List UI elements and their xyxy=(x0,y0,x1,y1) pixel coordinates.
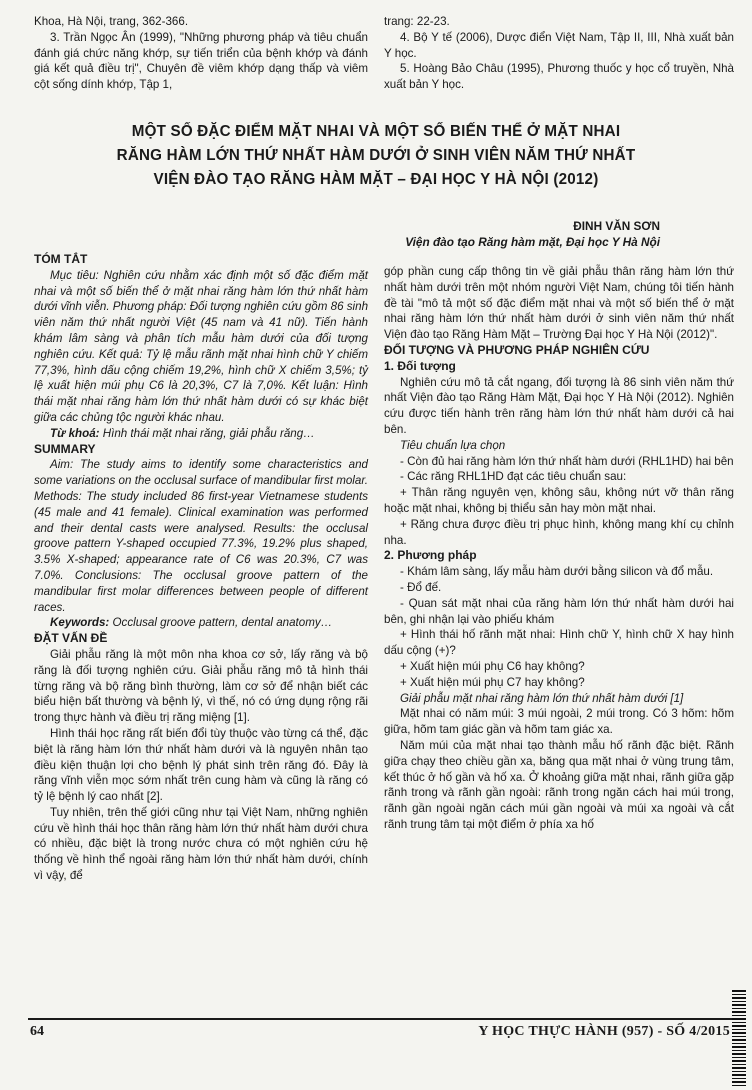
method-item: + Xuất hiện múi phụ C6 hay không? xyxy=(400,659,585,673)
anatomy-paragraph-2: Năm múi của mặt nhai tạo thành mẫu hố rãnh đặc biệt. Rãnh giữa chạy theo chiều gần xa, băng qua mặt nhai ở vùng trung tâm, kết thúc ở hố gần và hố xa. Ở khoảng giữa mặt nhai, rãnh giữa gặp rãnh trong và rãnh gần ngoài: rãnh trong ngăn cách hai múi trong, rãnh gần ngoài ngăn cách múi gần ngoài và múi xa ngoài và cắt rãnh trung tâm tại một điểm ở phía xa hố xyxy=(384,738,734,831)
left-column xyxy=(34,252,368,884)
summary-body: Aim: The study aims to identify some characteristics and some variations on the occlusal surface of mandibular first molar. Methods: The study included 86 first-year Vietnamese students (45 male and 41 female). Clinical examination was performed and their dental casts were analysed. Results: the occlusal groove pattern Y-shaped occupied 77.3%, 19.2% plus shaped, 3.5% X-shaped; appearance rate of C6 was 20.3%, C7 was 7.0%. Conclusions: The occlusal groove pattern of the mandibular first molar differences between people of different races. xyxy=(34,458,368,614)
anatomy-heading: Giải phẫu mặt nhai răng hàm lớn thứ nhất hàm dưới [1] xyxy=(400,691,684,705)
criteria-item: + Thân răng nguyên vẹn, không sâu, không nứt vỡ thân răng hoặc mặt nhai, không bị thiểu sản hay mòn mặt nhai. xyxy=(384,486,734,515)
title-line-3: VIỆN ĐÀO TẠO RĂNG HÀM MẶT – ĐẠI HỌC Y HÀ NỘI (2012) xyxy=(153,171,599,188)
vn-keywords xyxy=(34,426,368,442)
criteria-item: + Răng chưa được điều trị phục hình, không mang khí cụ chỉnh nha. xyxy=(384,517,734,547)
method-item: + Xuất hiện múi phụ C7 hay không? xyxy=(400,675,585,689)
right-column xyxy=(384,264,734,833)
title-line-2: RĂNG HÀM LỚN THỨ NHẤT HÀM DƯỚI Ở SINH VIÊN NĂM THỨ NHẤT xyxy=(116,147,636,164)
author-block xyxy=(360,218,660,250)
criteria-item: - Các răng RHL1HD đạt các tiêu chuẩn sau: xyxy=(400,470,627,484)
reference-line: trang: 22-23. xyxy=(384,15,450,28)
reference-5: 5. Hoàng Bảo Châu (1995), Phương thuốc y học cổ truyền, Nhà xuất bản Y học. xyxy=(384,62,734,92)
anatomy-paragraph-1: Mặt nhai có năm múi: 3 múi ngoài, 2 múi trong. Có 3 hõm: hõm giữa, hõm tam giác gần và hõm tam giác xa. xyxy=(384,707,734,737)
journal-footer: Y HỌC THỰC HÀNH (957) - SỐ 4/2015 xyxy=(478,1024,730,1039)
page-number: 64 xyxy=(30,1024,44,1039)
reference-line: Khoa, Hà Nội, trang, 362-366. xyxy=(34,15,189,28)
methods-heading: ĐỐI TƯỢNG VÀ PHƯƠNG PHÁP NGHIÊN CỨU xyxy=(384,342,650,357)
intro-paragraph-4: góp phần cung cấp thông tin về giải phẫu thân răng hàm lớn thứ nhất hàm dưới trên một nhóm người Việt Nam, chúng tôi tiến hành đề tài "mô tả một số đặc điểm mặt nhai và một số biến thể ở mặt nhai răng hàm lớn thứ nhất hàm dưới ở sinh viên năm thứ nhất Viện đào tạo Răng Hàm Mặt – Trường Đại học Y Hà Nội (2012)". xyxy=(384,265,734,342)
criteria-heading: Tiêu chuẩn lựa chọn xyxy=(400,438,506,452)
method-item: - Khám lâm sàng, lấy mẫu hàm dưới bằng silicon và đổ mẫu. xyxy=(400,565,714,579)
vn-keywords-label: Từ khoá: xyxy=(50,426,100,440)
method-item: - Quan sát mặt nhai của răng hàm lớn thứ nhất hàm dưới hai bên, ghi nhận lại vào phiếu khám xyxy=(384,596,734,626)
author-affiliation: Viện đào tạo Răng hàm mặt, Đại học Y Hà Nội xyxy=(405,235,660,249)
subjects-heading: 1. Đối tượng xyxy=(384,358,456,373)
footer-rule xyxy=(28,1018,738,1020)
reference-4: 4. Bộ Y tế (2006), Dược điển Việt Nam, Tập II, III, Nhà xuất bản Y học. xyxy=(384,30,734,60)
vn-keywords-text: Hình thái mặt nhai răng, giải phẫu răng… xyxy=(99,426,315,440)
en-keywords xyxy=(34,615,368,631)
summary-heading: SUMMARY xyxy=(34,441,96,456)
references-left xyxy=(34,14,368,93)
abstract-body: Mục tiêu: Nghiên cứu nhằm xác định một số đặc điểm mặt nhai và một số biến thể ở mặt nhai răng hàm lớn thứ nhất hàm dưới vĩnh viễn. Phương pháp: Đối tượng nghiên cứu gồm 86 sinh viên năm thứ nhất người Việt (45 nam và 41 nữ). Tiến hành khám lâm sàng và phân tích mẫu hàm dưới của đối tượng nghiên cứu. Kết quả: Tỷ lệ mẫu rãnh mặt nhai hình chữ Y chiếm 77,3%, hình dấu cộng chiếm 19,2%, hình chữ X chiếm 3,5%; tỷ lệ xuất hiện múi phụ C6 là 20,3%, C7 là 7,0%. Kết luận: Hình thái mặt nhai răng hàm lớn thứ nhất hàm dưới có sự khác biệt giữa các chủng tộc người khác nhau. xyxy=(34,268,369,424)
en-keywords-text: Occlusal groove pattern, dental anatomy… xyxy=(109,616,333,630)
edge-scan-marks xyxy=(732,990,746,1086)
reference-3: 3. Trần Ngọc Ân (1999), "Những phương pháp và tiêu chuẩn đánh giá chức năng khớp, sự tiến triển của bệnh khớp và đánh giá kết quả điều trị", Chuyên đề viêm khớp dạng thấp và viêm cột sống dính khớp, Tập 1, xyxy=(34,30,368,92)
article-title xyxy=(37,120,715,192)
abstract-heading: TÓM TẮT xyxy=(34,252,88,266)
introduction-heading: ĐẶT VẤN ĐỀ xyxy=(34,631,108,646)
en-keywords-label: Keywords: xyxy=(50,616,110,630)
intro-paragraph-3: Tuy nhiên, trên thế giới cũng như tại Việt Nam, những nghiên cứu về hình thái học thân răng hàm lớn thứ nhất hàm dưới chưa có nhiều, đặc biệt là trong nước chưa có một nghiên cứu hệ thống về hình thể ngoài răng hàm lớn thứ nhất hàm dưới, chính vì vậy, để xyxy=(34,805,368,883)
method-item: + Hình thái hố rãnh mặt nhai: Hình chữ Y, hình chữ X hay hình dấu cộng (+)? xyxy=(384,628,734,658)
method-item: - Đổ đế. xyxy=(400,580,442,594)
title-line-1: MỘT SỐ ĐẶC ĐIỂM MẶT NHAI VÀ MỘT SỐ BIẾN THỂ Ở MẶT NHAI xyxy=(131,123,621,140)
references-right xyxy=(384,14,734,93)
intro-paragraph-1: Giải phẫu răng là một môn nha khoa cơ sở, lấy răng và bộ răng là đối tượng nghiên cứu. Giải phẫu răng mô tả hình thái từng răng và bộ răng bình thường, làm cơ sở để nhận biết các biểu hiện bất thường và bệnh lý, vì thế, nó có ứng dụng rộng rãi trong thực hành và điều trị răng miệng [1]. xyxy=(34,647,368,725)
intro-paragraph-2: Hình thái học răng rất biến đổi tùy thuộc vào từng cá thể, đặc biệt là răng hàm lớn thứ nhất hàm dưới và là nguyên nhân tạo điều kiện thuận lợi cho bệnh lý phát sinh trên răng đó. Đây là răng vĩnh viễn mọc sớm nhất trên cung hàm và cũng là răng có tỷ lệ bệnh lý cao nhất [2]. xyxy=(34,726,368,804)
method-heading: 2. Phương pháp xyxy=(384,548,477,563)
criteria-item: - Còn đủ hai răng hàm lớn thứ nhất hàm dưới (RHL1HD) hai bên xyxy=(400,454,734,468)
subjects-paragraph: Nghiên cứu mô tả cắt ngang, đối tượng là 86 sinh viên năm thứ nhất Viện đào tạo Răng Hàm Mặt, Đại học Y Hà Nội (2012). Nghiên cứu được tiến hành trên răng hàm lớn thứ nhất hàm dưới cả hai bên. xyxy=(384,375,734,436)
author-name: ĐINH VĂN SƠN xyxy=(573,219,660,233)
